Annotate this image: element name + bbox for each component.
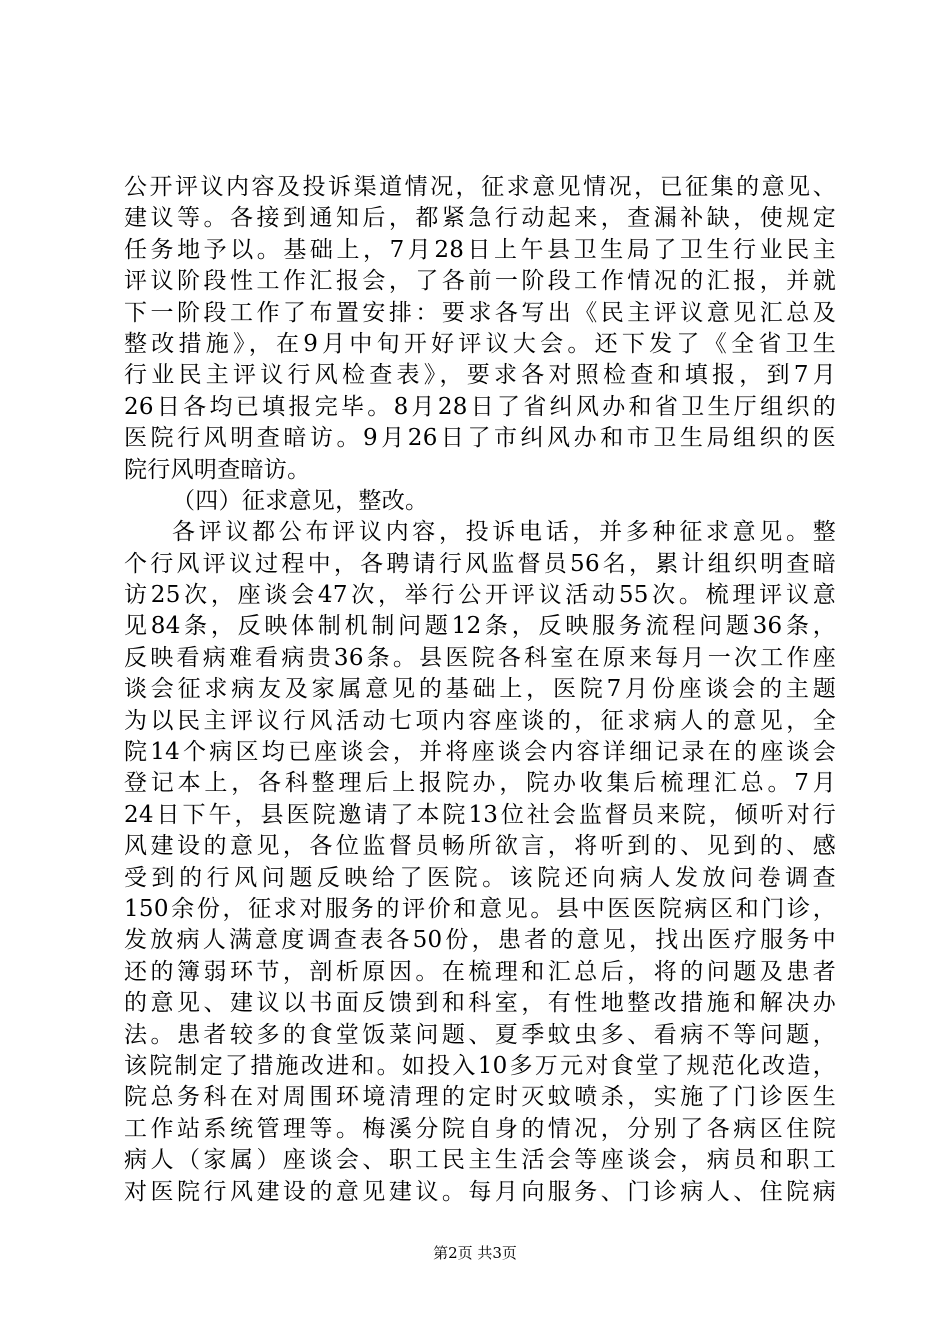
text-line: 病人（家属）座谈会、职工民主生活会等座谈会，病员和职工 <box>124 1147 836 1174</box>
text-line: 见84条，反映体制机制问题12条，反映服务流程问题36条， <box>124 613 836 640</box>
text-line: 谈会征求病友及家属意见的基础上，医院7月份座谈会的主题 <box>124 676 836 703</box>
text-line: 个行风评议过程中，各聘请行风监督员56名，累计组织明查暗 <box>124 550 836 577</box>
text-line: 对医院行风建设的意见建议。每月向服务、门诊病人、住院病 <box>124 1178 836 1205</box>
text-line: 150余份，征求对服务的评价和意见。县中医医院病区和门诊， <box>124 895 836 922</box>
text-line: 各评议都公布评议内容，投诉电话，并多种征求意见。整 <box>172 519 836 546</box>
text-line: 院行风明查暗访。 <box>124 456 311 483</box>
text-line: 该院制定了措施改进和。如投入10多万元对食堂了规范化改造， <box>124 1052 836 1079</box>
page-footer: 第2页 共3页 <box>433 1244 517 1262</box>
text-line: 行业民主评议行风检查表》，要求各对照检查和填报，到7月 <box>124 362 836 389</box>
body-text <box>124 172 836 1208</box>
text-line: 医院行风明查暗访。9月26日了市纠风办和市卫生局组织的医 <box>124 425 836 452</box>
text-line: 的意见、建议以书面反馈到和科室，有性地整改措施和解决办 <box>124 990 836 1017</box>
text-line: 为以民主评议行风活动七项内容座谈的，征求病人的意见，全 <box>124 707 836 734</box>
text-line: 评议阶段性工作汇报会，了各前一阶段工作情况的汇报，并就 <box>124 268 836 295</box>
text-line: 访25次，座谈会47次，举行公开评议活动55次。梳理评议意 <box>124 582 836 609</box>
text-line: 还的簿弱环节，剖析原因。在梳理和汇总后，将的问题及患者 <box>124 958 836 985</box>
text-line: 工作站系统管理等。梅溪分院自身的情况，分别了各病区住院 <box>124 1115 836 1142</box>
text-line: 建议等。各接到通知后，都紧急行动起来，查漏补缺，使规定 <box>124 205 836 232</box>
text-line: 登记本上，各科整理后上报院办，院办收集后梳理汇总。7月 <box>124 770 836 797</box>
text-line: 整改措施》，在9月中旬开好评议大会。还下发了《全省卫生 <box>124 330 836 357</box>
text-line: 受到的行风问题反映给了医院。该院还向病人发放问卷调查 <box>124 864 836 891</box>
section-heading: （四）征求意见，整改。 <box>172 487 429 514</box>
text-line: 院总务科在对周围环境清理的定时灭蚊喷杀，实施了门诊医生 <box>124 1084 836 1111</box>
text-line: 24日下午，县医院邀请了本院13位社会监督员来院，倾听对行 <box>124 801 836 828</box>
text-line: 风建设的意见，各位监督员畅所欲言，将听到的、见到的、感 <box>124 833 836 860</box>
text-line: 发放病人满意度调查表各50份，患者的意见，找出医疗服务中 <box>124 927 836 954</box>
text-line: 公开评议内容及投诉渠道情况，征求意见情况，已征集的意见、 <box>124 174 836 200</box>
text-line: 院14个病区均已座谈会，并将座谈会内容详细记录在的座谈会 <box>124 739 836 766</box>
text-line: 法。患者较多的食堂饭菜问题、夏季蚊虫多、看病不等问题， <box>124 1021 836 1048</box>
text-line: 26日各均已填报完毕。8月28日了省纠风办和省卫生厅组织的 <box>124 393 836 420</box>
text-line: 反映看病难看病贵36条。县医院各科室在原来每月一次工作座 <box>124 644 836 671</box>
text-line: 下一阶段工作了布置安排：要求各写出《民主评议意见汇总及 <box>124 299 836 326</box>
text-line: 任务地予以。基础上，7月28日上午县卫生局了卫生行业民主 <box>124 236 836 263</box>
